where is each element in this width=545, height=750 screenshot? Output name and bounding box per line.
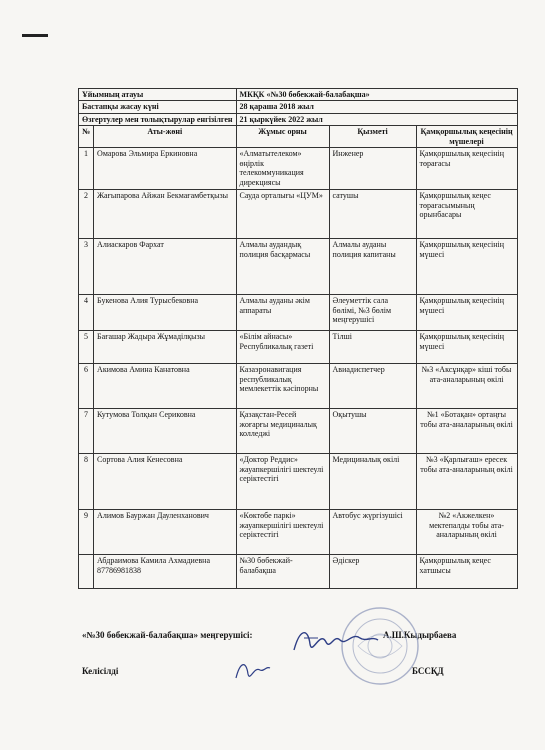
agreed-label: Келісілді [82,666,119,676]
signature-icon [290,620,382,660]
row-name: Букенова Алия Турысбековна [94,295,236,331]
created-value: 28 қараша 2018 жыл [236,101,517,113]
col-num-header: № [79,126,94,148]
column-header-row [79,126,518,148]
row-role: №3 «Аксұнқар» кіші тобы ата-аналарының өкілі [416,364,517,409]
row-name: Омарова Эльмира Еркиновна [94,148,236,190]
row-num: 6 [79,364,94,409]
row-num [79,555,94,589]
agreed-org: БССҚД [412,666,444,676]
row-num: 5 [79,331,94,364]
top-dash-mark [22,34,48,37]
row-num: 3 [79,239,94,295]
changes-value: 21 қыркүйек 2022 жыл [236,113,517,125]
row-work: «Алматытелеком» өңірлік телекоммуникация дирекциясы [236,148,329,190]
row-role: Қамқоршылық кеңес хатшысы [416,555,517,589]
row-position: Әлеуметтік сала бөлімі, №3 бөлім меңгерушісі [329,295,416,331]
row-num: 1 [79,148,94,190]
row-num: 9 [79,510,94,555]
row-position: Инженер [329,148,416,190]
row-role: Қамқоршылық кеңес төрағасымының орынбасары [416,190,517,239]
row-position: Оқытушы [329,409,416,454]
row-work: Алмалы ауданы әкім аппараты [236,295,329,331]
row-num: 8 [79,454,94,510]
row-work: «Доктор Реддис» жауапкершілігі шектеулі серіктестігі [236,454,329,510]
row-role: №1 «Ботақан» ортаңғы тобы ата-аналарының өкілі [416,409,517,454]
row-work: Казаэронавигация республикалық мемлекеттік кәсіпорны [236,364,329,409]
table-row [79,190,518,239]
row-num: 4 [79,295,94,331]
row-name: Кутумова Толқын Сериковна [94,409,236,454]
row-role: №2 «Акжелкен» мектепалды тобы ата-аналарының өкілі [416,510,517,555]
row-work: №30 бөбекжай-балабақша [236,555,329,589]
col-name-header: Аты-жөні [94,126,236,148]
row-role: Қамқоршылық кеңесінің төрағасы [416,148,517,190]
row-role: №3 «Қарлығаш» ересек тобы ата-аналарының өкілі [416,454,517,510]
col-work-header: Жұмыс орны [236,126,329,148]
row-name: Жағыпарова Айжан Бекмағамбетқызы [94,190,236,239]
table-row [79,239,518,295]
table-row [79,510,518,555]
row-num: 7 [79,409,94,454]
row-position: Авиадиспетчер [329,364,416,409]
row-name: Бағашар Жадыра Жұмаділқызы [94,331,236,364]
row-role: Қамқоршылық кеңесінің мүшесі [416,239,517,295]
created-label: Бастапқы жасау күні [79,101,237,113]
head-name: А.Ш.Кыдырбаева [383,630,457,640]
col-position-header: Қызметі [329,126,416,148]
row-position: Автобус жүргізушісі [329,510,416,555]
row-num: 2 [79,190,94,239]
row-work: Алмалы аудандық полиция басқармасы [236,239,329,295]
head-label: «№30 бөбекжай-балабақша» меңгерушісі: [82,630,253,640]
table-row [79,331,518,364]
row-position: сатушы [329,190,416,239]
row-name: Алимов Бауржан Дауленханович [94,510,236,555]
row-name: Сортова Алия Кенесовна [94,454,236,510]
table-row [79,148,518,190]
row-position: Медициналық өкілі [329,454,416,510]
org-value: МКҚК «№30 бөбекжай-балабақша» [236,89,517,101]
row-name: Акимова Амина Канатовна [94,364,236,409]
row-work: «Көктөбе паркі» жауапкершілігі шектеулі серіктестігі [236,510,329,555]
row-work: «Білім айнасы» Республикалық газеті [236,331,329,364]
created-row [79,101,518,113]
row-role: Қамқоршылық кеңесінің мүшесі [416,331,517,364]
table-row [79,364,518,409]
row-position: Алмалы ауданы полиция капитаны [329,239,416,295]
row-position: Әдіскер [329,555,416,589]
council-table [78,88,518,589]
org-row [79,89,518,101]
row-role: Қамқоршылық кеңесінің мүшесі [416,295,517,331]
row-name: Алиаскаров Фархат [94,239,236,295]
table-row [79,555,518,589]
row-position: Тілші [329,331,416,364]
table-row [79,454,518,510]
agreed-signature-icon [232,656,272,684]
changes-label: Өзгертулер мен толықтырулар енгізілген [79,113,237,125]
org-label: Ұйымның атауы [79,89,237,101]
table-row [79,295,518,331]
row-work: Сауда орталығы «ЦУМ» [236,190,329,239]
table-row [79,409,518,454]
col-role-header: Қамқоршылық кеңесінің мүшелері [416,126,517,148]
changes-row [79,113,518,125]
row-work: Қазақстан-Ресей жоғарғы медициналық колледжі [236,409,329,454]
row-name: Абдраимова Камила Ахмадиевна 87786981838 [94,555,236,589]
